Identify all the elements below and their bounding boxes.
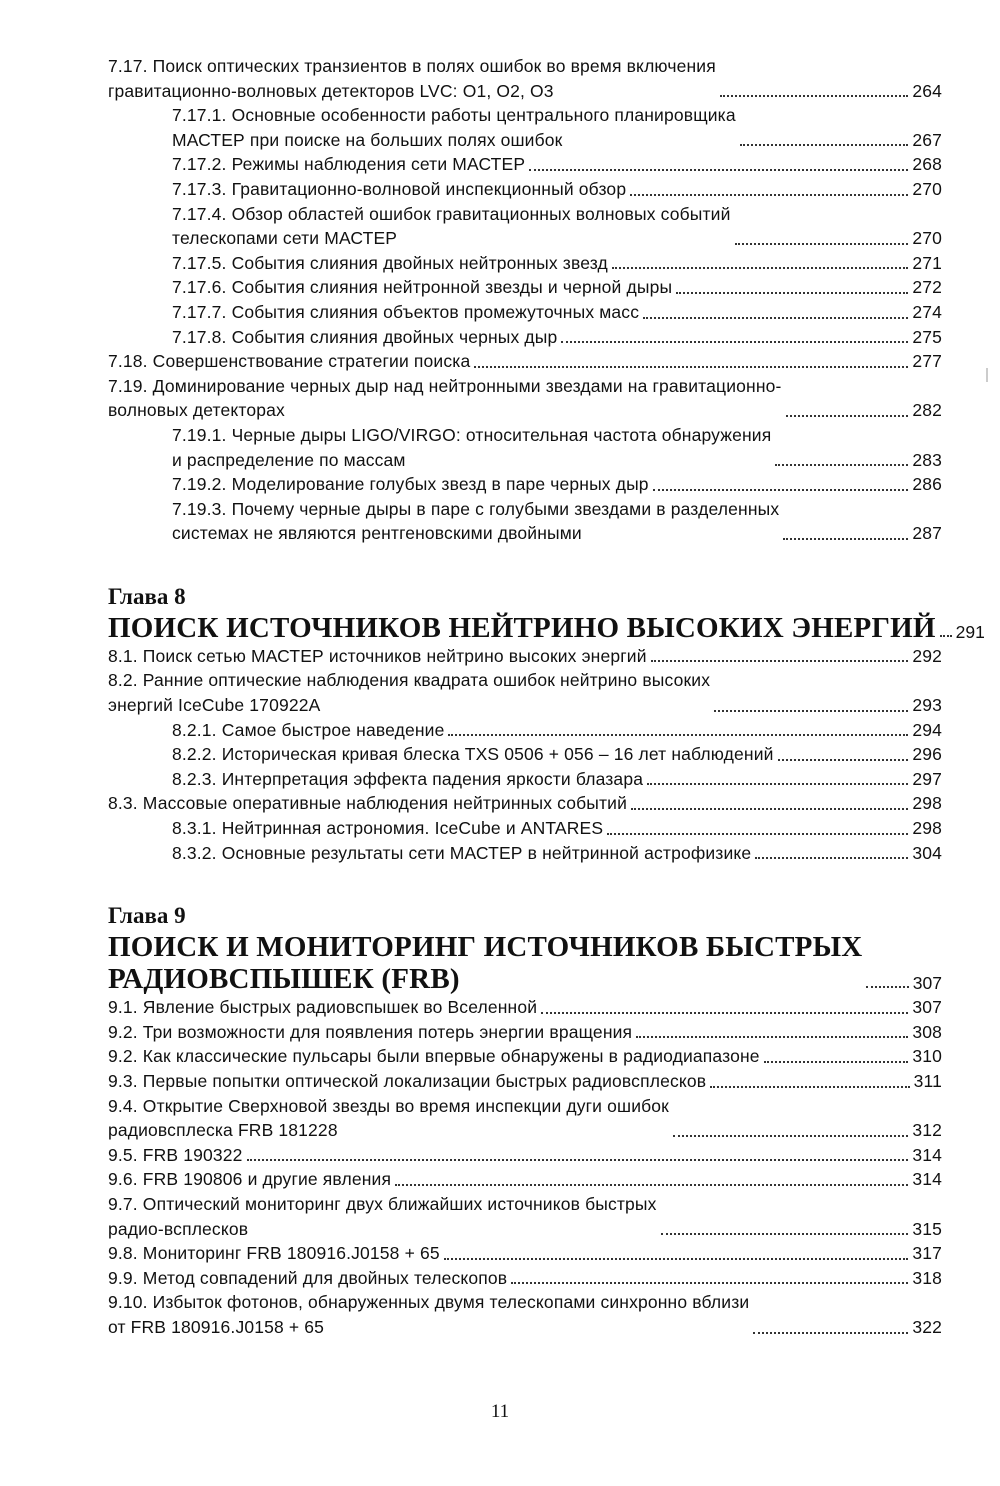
leader-dots bbox=[755, 857, 908, 859]
toc-entry-7-17-6: 7.17.6. События слияния нейтронной звезды и черной дыры 272 bbox=[108, 275, 942, 300]
toc-entry-7-18: 7.18. Совершенствование стратегии поиска 277 bbox=[108, 349, 942, 374]
page-number: 283 bbox=[912, 449, 942, 470]
toc-entry-9-8: 9.8. Мониторинг FRB 180916.J0158 + 65 317 bbox=[108, 1241, 942, 1266]
page-number: 311 bbox=[913, 1071, 942, 1091]
page-footer-number: 11 bbox=[490, 1401, 510, 1422]
leader-dots bbox=[511, 1282, 908, 1284]
leader-dots bbox=[676, 292, 908, 294]
toc-entry-7-17-4: 7.17.4. Обзор областей ошибок гравитационных волновых событий телескопами сети МАСТЕР 270 bbox=[108, 202, 942, 251]
toc-entry-7-17-8: 7.17.8. События слияния двойных черных дыр 275 bbox=[108, 325, 942, 350]
leader-dots bbox=[778, 759, 909, 761]
page-number: 267 bbox=[912, 129, 942, 150]
leader-dots bbox=[753, 1332, 908, 1334]
toc-entry-7-19-2: 7.19.2. Моделирование голубых звезд в паре черных дыр 286 bbox=[108, 472, 942, 497]
page-number: 291 bbox=[955, 621, 985, 642]
page-number: 277 bbox=[912, 351, 942, 372]
toc-entry-8-2-3: 8.2.3. Интерпретация эффекта падения яркости блазара 297 bbox=[108, 767, 942, 792]
leader-dots bbox=[735, 243, 909, 245]
page-number: 275 bbox=[912, 326, 942, 347]
page-number: 308 bbox=[912, 1021, 942, 1042]
leader-dots bbox=[940, 635, 952, 637]
page-number: 268 bbox=[912, 154, 942, 175]
leader-dots bbox=[775, 464, 908, 466]
toc-entry-8-1: 8.1. Поиск сетью МАСТЕР источников нейтрино высоких энергий 292 bbox=[108, 644, 942, 669]
chapter-title-row bbox=[108, 931, 942, 995]
toc-entry-9-5: 9.5. FRB 190322 314 bbox=[108, 1143, 942, 1168]
page-number: 296 bbox=[912, 744, 942, 765]
page-number: 274 bbox=[912, 301, 942, 322]
leader-dots bbox=[636, 1036, 908, 1038]
toc-entry-9-9: 9.9. Метод совпадений для двойных телескопов 318 bbox=[108, 1266, 942, 1291]
page-number: 304 bbox=[912, 842, 942, 863]
leader-dots bbox=[653, 489, 909, 491]
chapter-8 bbox=[108, 582, 985, 865]
toc-entry-9-6: 9.6. FRB 190806 и другие явления 314 bbox=[108, 1167, 942, 1192]
scan-edge-mark bbox=[986, 368, 988, 382]
chapter-title: ПОИСК ИСТОЧНИКОВ НЕЙТРИНО ВЫСОКИХ ЭНЕРГИЙ bbox=[108, 611, 936, 644]
page-number: 298 bbox=[912, 818, 942, 839]
section-7-list bbox=[108, 54, 942, 546]
page-number: 286 bbox=[912, 474, 942, 495]
toc-entry-8-3-1: 8.3.1. Нейтринная астрономия. IceCube и ANTARES 298 bbox=[108, 816, 942, 841]
page-number: 310 bbox=[912, 1046, 942, 1067]
chapter-title-row bbox=[108, 611, 985, 644]
leader-dots bbox=[631, 808, 908, 810]
leader-dots bbox=[714, 710, 908, 712]
toc-entry-9-3: 9.3. Первые попытки оптической локализации быстрых радиовсплесков 311 bbox=[108, 1069, 942, 1094]
page-number: 315 bbox=[912, 1218, 942, 1239]
toc-entry-8-2-1: 8.2.1. Самое быстрое наведение 294 bbox=[108, 718, 942, 743]
leader-dots bbox=[710, 1086, 909, 1088]
toc-entry-7-17-1: 7.17.1. Основные особенности работы центрального планировщика МАСТЕР при поиске на больших полях ошибок 267 bbox=[108, 103, 942, 152]
page-number: 297 bbox=[912, 768, 942, 789]
page-number: 270 bbox=[912, 228, 942, 249]
toc-entry-9-1: 9.1. Явление быстрых радиовспышек во Вселенной 307 bbox=[108, 995, 942, 1020]
leader-dots bbox=[474, 366, 908, 368]
leader-dots bbox=[247, 1159, 909, 1161]
toc-entry-7-17-3: 7.17.3. Гравитационно-волновой инспекционный обзор 270 bbox=[108, 177, 942, 202]
toc-entry-9-2a: 9.2. Три возможности для появления потерь энергии вращения 308 bbox=[108, 1020, 942, 1045]
toc-entry-7-19-1: 7.19.1. Черные дыры LIGO/VIRGO: относительная частота обнаружения и распределение по массам 283 bbox=[108, 423, 942, 472]
page-number: 264 bbox=[912, 80, 942, 101]
page-number: 307 bbox=[912, 997, 942, 1018]
leader-dots bbox=[561, 341, 908, 343]
leader-dots bbox=[448, 734, 908, 736]
page-number: 270 bbox=[912, 178, 942, 199]
leader-dots bbox=[866, 986, 908, 988]
leader-dots bbox=[612, 267, 909, 269]
leader-dots bbox=[643, 317, 908, 319]
page-number: 292 bbox=[912, 645, 942, 666]
page-number: 271 bbox=[912, 252, 942, 273]
page-number: 272 bbox=[912, 277, 942, 298]
page-number: 317 bbox=[912, 1243, 942, 1264]
page-number: 298 bbox=[912, 793, 942, 814]
toc-entry-7-17: 7.17. Поиск оптических транзиентов в полях ошибок во время включения гравитационно-волновых детекторов LVC: O1, O2, O3 264 bbox=[108, 54, 942, 103]
leader-dots bbox=[651, 660, 909, 662]
page-number: 314 bbox=[912, 1169, 942, 1190]
toc-entry-9-4: 9.4. Открытие Сверхновой звезды во время инспекции дуги ошибок радиовсплеска FRB 181228 312 bbox=[108, 1094, 942, 1143]
page-number: 293 bbox=[912, 695, 942, 716]
toc-entry-8-2: 8.2. Ранние оптические наблюдения квадрата ошибок нейтрино высоких энергий IceCube 170922A 293 bbox=[108, 668, 942, 717]
page-number: 282 bbox=[912, 400, 942, 421]
toc-entry-8-2-2: 8.2.2. Историческая кривая блеска TXS 0506 + 056 – 16 лет наблюдений 296 bbox=[108, 742, 942, 767]
page-number: 314 bbox=[912, 1144, 942, 1165]
toc-entry-7-19-3: 7.19.3. Почему черные дыры в паре с голубыми звездами в разделенных системах не являются рентгеновскими двойными 287 bbox=[108, 497, 942, 546]
page-number: 318 bbox=[912, 1267, 942, 1288]
leader-dots bbox=[541, 1012, 908, 1014]
leader-dots bbox=[529, 169, 908, 171]
leader-dots bbox=[630, 194, 908, 196]
toc-entry-8-3: 8.3. Массовые оперативные наблюдения нейтринных событий 298 bbox=[108, 791, 942, 816]
leader-dots bbox=[783, 538, 908, 540]
toc-entry-7-19: 7.19. Доминирование черных дыр над нейтронными звездами на гравитационно- волновых детекторах 282 bbox=[108, 374, 942, 423]
leader-dots bbox=[647, 783, 908, 785]
leader-dots bbox=[661, 1233, 909, 1235]
leader-dots bbox=[444, 1258, 909, 1260]
chapter-title: ПОИСК И МОНИТОРИНГ ИСТОЧНИКОВ БЫСТРЫХ РАДИОВСПЫШЕК (FRB) bbox=[108, 931, 863, 996]
page-number: 312 bbox=[912, 1120, 942, 1141]
leader-dots bbox=[764, 1061, 909, 1063]
page-number: 294 bbox=[912, 719, 942, 740]
toc-entry-9-2b: 9.2. Как классические пульсары были впервые обнаружены в радиодиапазоне 310 bbox=[108, 1044, 942, 1069]
page-number: 322 bbox=[912, 1316, 942, 1337]
leader-dots bbox=[740, 144, 909, 146]
page-number: 307 bbox=[912, 973, 942, 994]
leader-dots bbox=[607, 833, 908, 835]
toc-entry-7-17-7: 7.17.7. События слияния объектов промежуточных масс 274 bbox=[108, 300, 942, 325]
toc-entry-8-3-2: 8.3.2. Основные результаты сети МАСТЕР в нейтринной астрофизике 304 bbox=[108, 841, 942, 866]
toc-entry-9-10: 9.10. Избыток фотонов, обнаруженных двумя телескопами синхронно вблизи от FRB 180916.J0158 + 65 322 bbox=[108, 1290, 942, 1339]
chapter-label: Глава 8 bbox=[108, 583, 186, 609]
page-number: 287 bbox=[912, 523, 942, 544]
toc-entry-7-17-5: 7.17.5. События слияния двойных нейтронных звезд 271 bbox=[108, 251, 942, 276]
leader-dots bbox=[720, 95, 909, 97]
toc-entry-7-17-2: 7.17.2. Режимы наблюдения сети МАСТЕР 268 bbox=[108, 152, 942, 177]
toc-page bbox=[108, 54, 985, 1340]
chapter-label: Глава 9 bbox=[108, 903, 186, 929]
toc-entry-9-7: 9.7. Оптический мониторинг двух ближайших источников быстрых радио-всплесков 315 bbox=[108, 1192, 942, 1241]
chapter-9 bbox=[108, 901, 942, 1339]
leader-dots bbox=[395, 1184, 908, 1186]
leader-dots bbox=[786, 415, 909, 417]
leader-dots bbox=[673, 1135, 908, 1137]
